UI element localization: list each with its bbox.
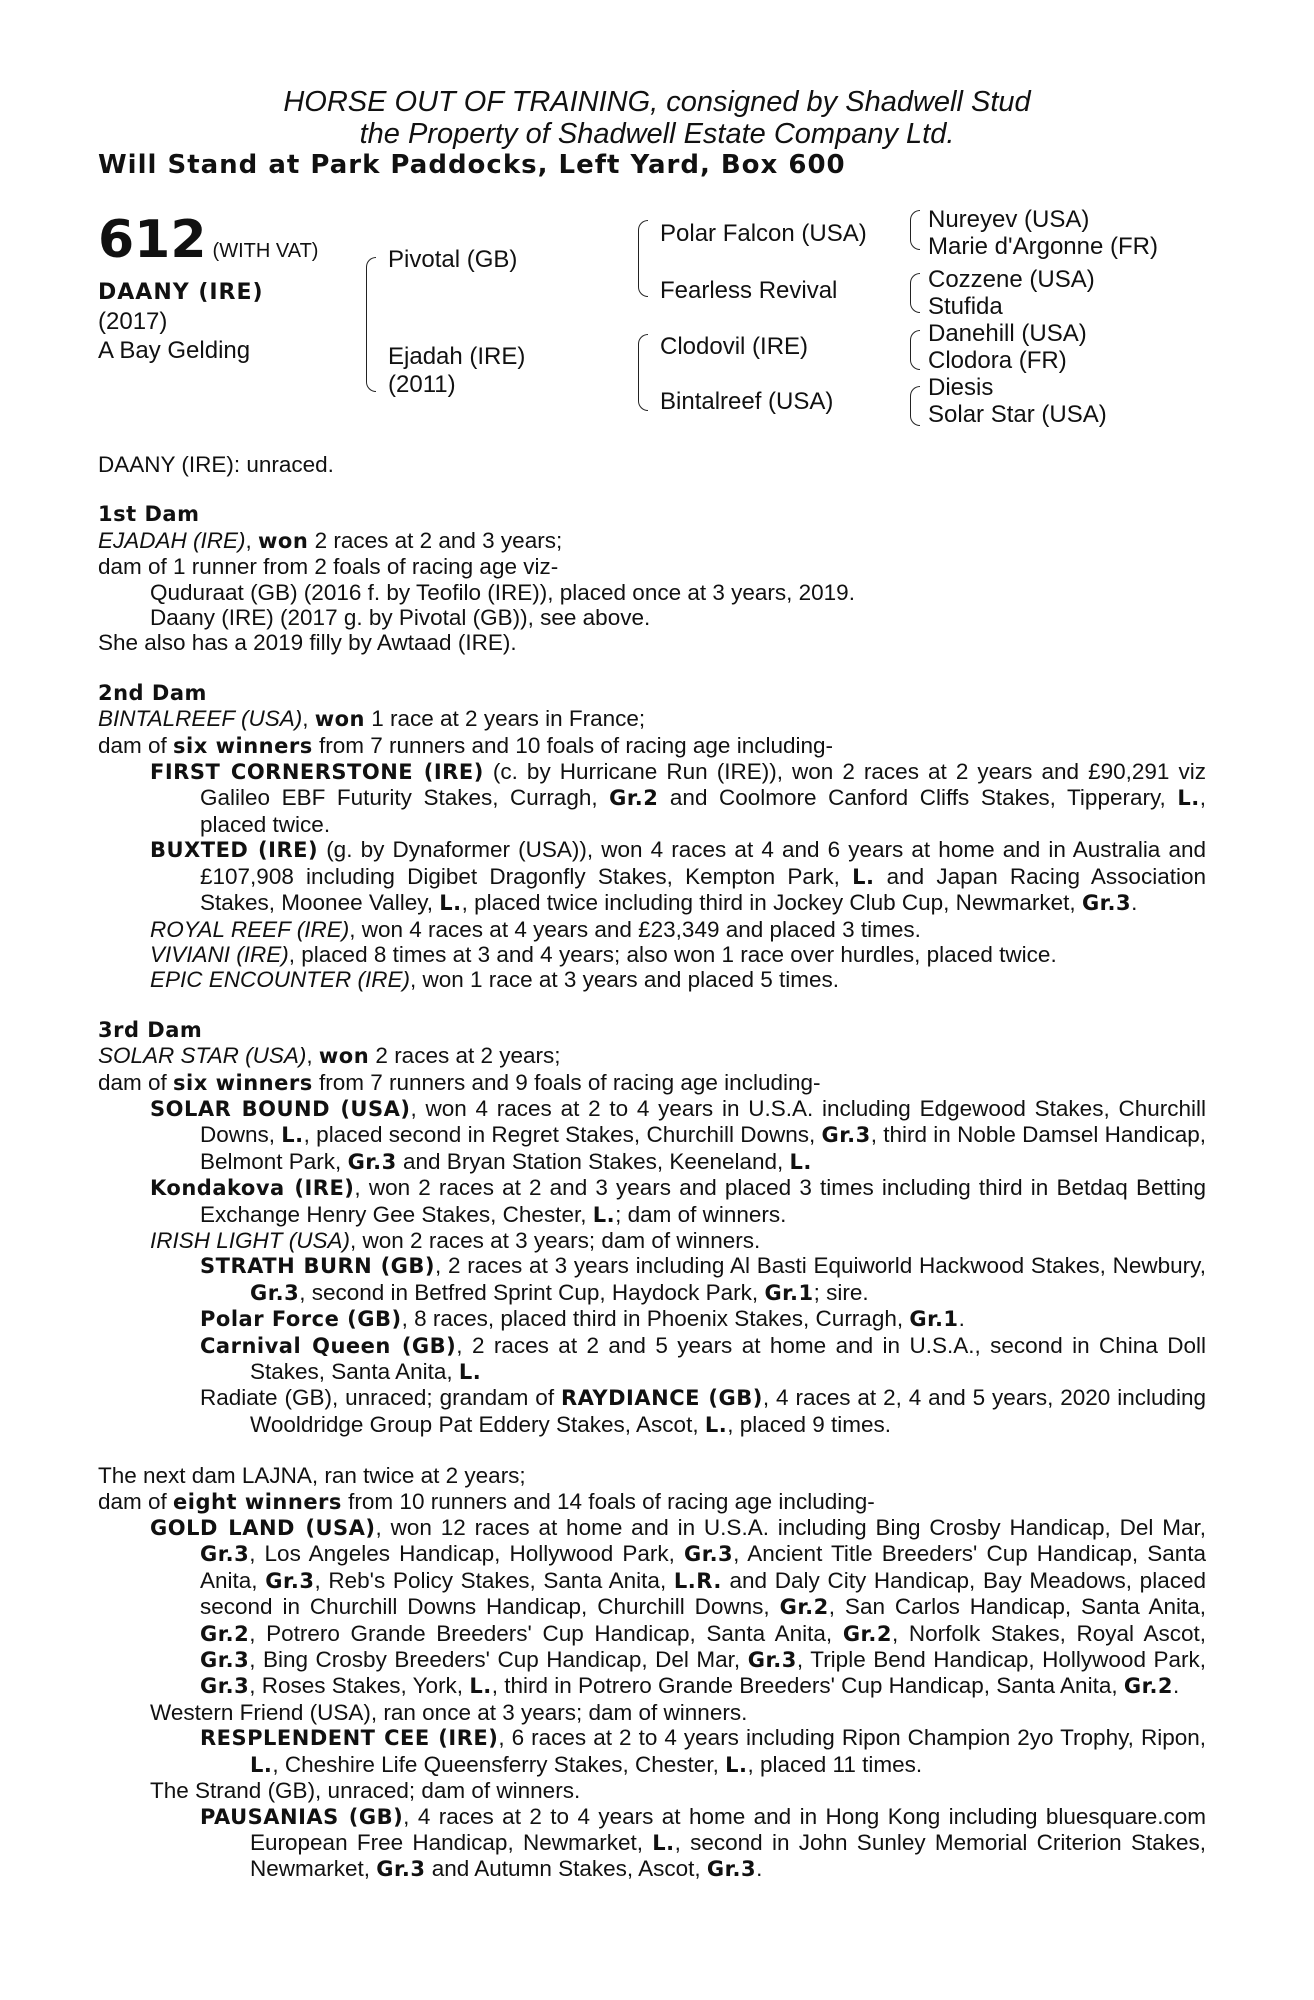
next-dam-summary: The next dam LAJNA, ran twice at 2 years; xyxy=(98,1463,526,1489)
produce-entry: ROYAL REEF (IRE), won 4 races at 4 years and £23,349 and placed 3 times. xyxy=(150,916,921,942)
pedigree-notes xyxy=(98,452,1206,1883)
grandproduce-entry: STRATH BURN (GB), 2 races at 3 years including Al Basti Equiworld Hackwood Stakes, Newbury, Gr.3, second in Betfred Sprint Cup, Haydock Park, Gr.1; sire. xyxy=(200,1253,1206,1305)
produce-entry: EPIC ENCOUNTER (IRE), won 1 race at 3 years and placed 5 times. xyxy=(150,967,839,993)
section-heading-1st-dam: 1st Dam xyxy=(98,502,200,527)
lot-vat: (WITH VAT) xyxy=(212,240,319,262)
pedigree-g8: Solar Star (USA) xyxy=(928,401,1107,428)
pedigree-dam-dam: Bintalreef (USA) xyxy=(660,388,834,415)
next-dam-produce-line: dam of eight winners from 10 runners and 14 foals of racing age including- xyxy=(98,1488,875,1514)
pedigree-brace xyxy=(910,273,920,313)
horse-year: (2017) xyxy=(98,308,168,335)
pedigree-g5: Danehill (USA) xyxy=(928,320,1087,347)
lot-number: 612 xyxy=(98,210,207,270)
pedigree-g6: Clodora (FR) xyxy=(928,347,1067,374)
header-line-property: the Property of Shadwell Estate Company Ltd. xyxy=(359,118,955,150)
produce-entry: Western Friend (USA), ran once at 3 years; dam of winners. xyxy=(150,1699,748,1725)
dam2-summary: BINTALREEF (USA), won 1 race at 2 years in France; xyxy=(98,706,646,732)
grandproduce-entry: PAUSANIAS (GB), 4 races at 2 to 4 years at home and in Hong Kong including bluesquare.com European Free Handicap, Newmarket, L., second in John Sunley Memorial Criterion Stakes, Newmarket, Gr.3 and Autumn Stakes, Ascot, Gr.3. xyxy=(200,1803,1206,1882)
dam1-summary: EJADAH (IRE), won 2 races at 2 and 3 years; xyxy=(98,527,563,553)
pedigree-g3: Cozzene (USA) xyxy=(928,266,1095,293)
pedigree-g2: Marie d'Argonne (FR) xyxy=(928,233,1158,260)
produce-entry: VIVIANI (IRE), placed 8 times at 3 and 4 years; also won 1 race over hurdles, placed twice. xyxy=(150,941,1057,967)
produce-entry: IRISH LIGHT (USA), won 2 races at 3 years; dam of winners. xyxy=(150,1227,761,1253)
pedigree-sire-dam: Fearless Revival xyxy=(660,277,838,304)
pedigree-sire-sire: Polar Falcon (USA) xyxy=(660,220,867,247)
grandproduce-entry: Polar Force (GB), 8 races, placed third in Phoenix Stakes, Curragh, Gr.1. xyxy=(200,1306,965,1332)
pedigree-brace xyxy=(910,210,920,250)
horse-description: A Bay Gelding xyxy=(98,337,251,364)
pedigree-brace xyxy=(638,334,648,411)
header-line-location: Will Stand at Park Paddocks, Left Yard, Box 600 xyxy=(98,150,846,180)
horse-details xyxy=(98,278,264,365)
produce-entry: GOLD LAND (USA), won 12 races at home and in U.S.A. including Bing Crosby Handicap, Del Mar, Gr.3, Los Angeles Handicap, Hollywood Park, Gr.3, Ancient Title Breeders' Cup Handicap, Santa Anita, Gr.3, Reb's Policy Stakes, Santa Anita, L.R. and Daly City Handicap, Bay Meadows, placed second in Churchill Downs Handicap, Churchill Downs, Gr.2, San Carlos Handicap, Santa Anita, Gr.2, Potrero Grande Breeders' Cup Handicap, Santa Anita, Gr.2, Norfolk Stakes, Royal Ascot, Gr.3, Bing Crosby Breeders' Cup Handicap, Del Mar, Gr.3, Triple Bend Handicap, Hollywood Park, Gr.3, Roses Stakes, York, L., third in Potrero Grande Breeders' Cup Handicap, Santa Anita, Gr.2. xyxy=(150,1515,1207,1699)
pedigree-brace xyxy=(366,257,376,392)
section-heading-3rd-dam: 3rd Dam xyxy=(98,1017,203,1042)
pedigree-g4: Stufida xyxy=(928,293,1003,320)
grandproduce-entry: Radiate (GB), unraced; grandam of RAYDIANCE (GB), 4 races at 2, 4 and 5 years, 2020 including Wooldridge Group Pat Eddery Stakes, Ascot, L., placed 9 times. xyxy=(200,1385,1207,1437)
dam3-produce-line: dam of six winners from 7 runners and 9 foals of racing age including- xyxy=(98,1069,821,1095)
unraced-note: DAANY (IRE): unraced. xyxy=(98,452,334,477)
produce-entry: FIRST CORNERSTONE (IRE) (c. by Hurricane Run (IRE)), won 2 races at 2 years and £90,291 viz Galileo EBF Futurity Stakes, Curragh, Gr.2 and Coolmore Canford Cliffs Stakes, Tipperary, L., placed twice. xyxy=(150,759,1207,837)
produce-note: She also has a 2019 filly by Awtaad (IRE). xyxy=(98,630,517,656)
section-heading-2nd-dam: 2nd Dam xyxy=(98,680,207,705)
pedigree-g1: Nureyev (USA) xyxy=(928,206,1090,233)
dam1-produce-line: dam of 1 runner from 2 foals of racing age viz- xyxy=(98,554,559,580)
produce-entry: Daany (IRE) (2017 g. by Pivotal (GB)), see above. xyxy=(150,605,651,631)
dam3-summary: SOLAR STAR (USA), won 2 races at 2 years; xyxy=(98,1043,561,1069)
pedigree-dam-year: (2011) xyxy=(388,371,456,398)
pedigree-sire: Pivotal (GB) xyxy=(388,246,518,273)
pedigree-brace xyxy=(638,220,648,297)
produce-entry: Kondakova (IRE), won 2 races at 2 and 3 years and placed 3 times including third in Betdaq Betting Exchange Henry Gee Stakes, Chester, L.; dam of winners. xyxy=(150,1175,1206,1227)
pedigree-g7: Diesis xyxy=(928,374,994,401)
pedigree-brace xyxy=(910,386,920,426)
dam2-produce-line: dam of six winners from 7 runners and 10 foals of racing age including- xyxy=(98,732,834,758)
grandproduce-entry: RESPLENDENT CEE (IRE), 6 races at 2 to 4 years including Ripon Champion 2yo Trophy, Ripon, L., Cheshire Life Queensferry Stakes, Chester, L., placed 11 times. xyxy=(200,1725,1206,1777)
pedigree-brace xyxy=(910,330,920,370)
produce-entry: BUXTED (IRE) (g. by Dynaformer (USA)), won 4 races at 4 and 6 years at home and in Australia and £107,908 including Digibet Dragonfly Stakes, Kempton Park, L. and Japan Racing Association Stakes, Moonee Valley, L., placed twice including third in Jockey Club Cup, Newmarket, Gr.3. xyxy=(150,837,1206,916)
pedigree-dam: Ejadah (IRE) xyxy=(388,343,526,370)
pedigree-dam-sire: Clodovil (IRE) xyxy=(660,333,809,360)
horse-name: DAANY (IRE) xyxy=(98,280,264,305)
produce-entry: Quduraat (GB) (2016 f. by Teofilo (IRE)), placed once at 3 years, 2019. xyxy=(150,579,855,605)
grandproduce-entry: Carnival Queen (GB), 2 races at 2 and 5 years at home and in U.S.A., second in China Doll Stakes, Santa Anita, L. xyxy=(200,1332,1207,1384)
header-line-consignor: HORSE OUT OF TRAINING, consigned by Shadwell Stud xyxy=(283,86,1031,118)
produce-entry: SOLAR BOUND (USA), won 4 races at 2 to 4 years in U.S.A. including Edgewood Stakes, Churchill Downs, L., placed second in Regret Stakes, Churchill Downs, Gr.3, third in Noble Damsel Handicap, Belmont Park, Gr.3 and Bryan Station Stakes, Keeneland, L. xyxy=(150,1095,1206,1174)
produce-entry: The Strand (GB), unraced; dam of winners. xyxy=(150,1778,581,1804)
lot-heading xyxy=(98,210,318,270)
